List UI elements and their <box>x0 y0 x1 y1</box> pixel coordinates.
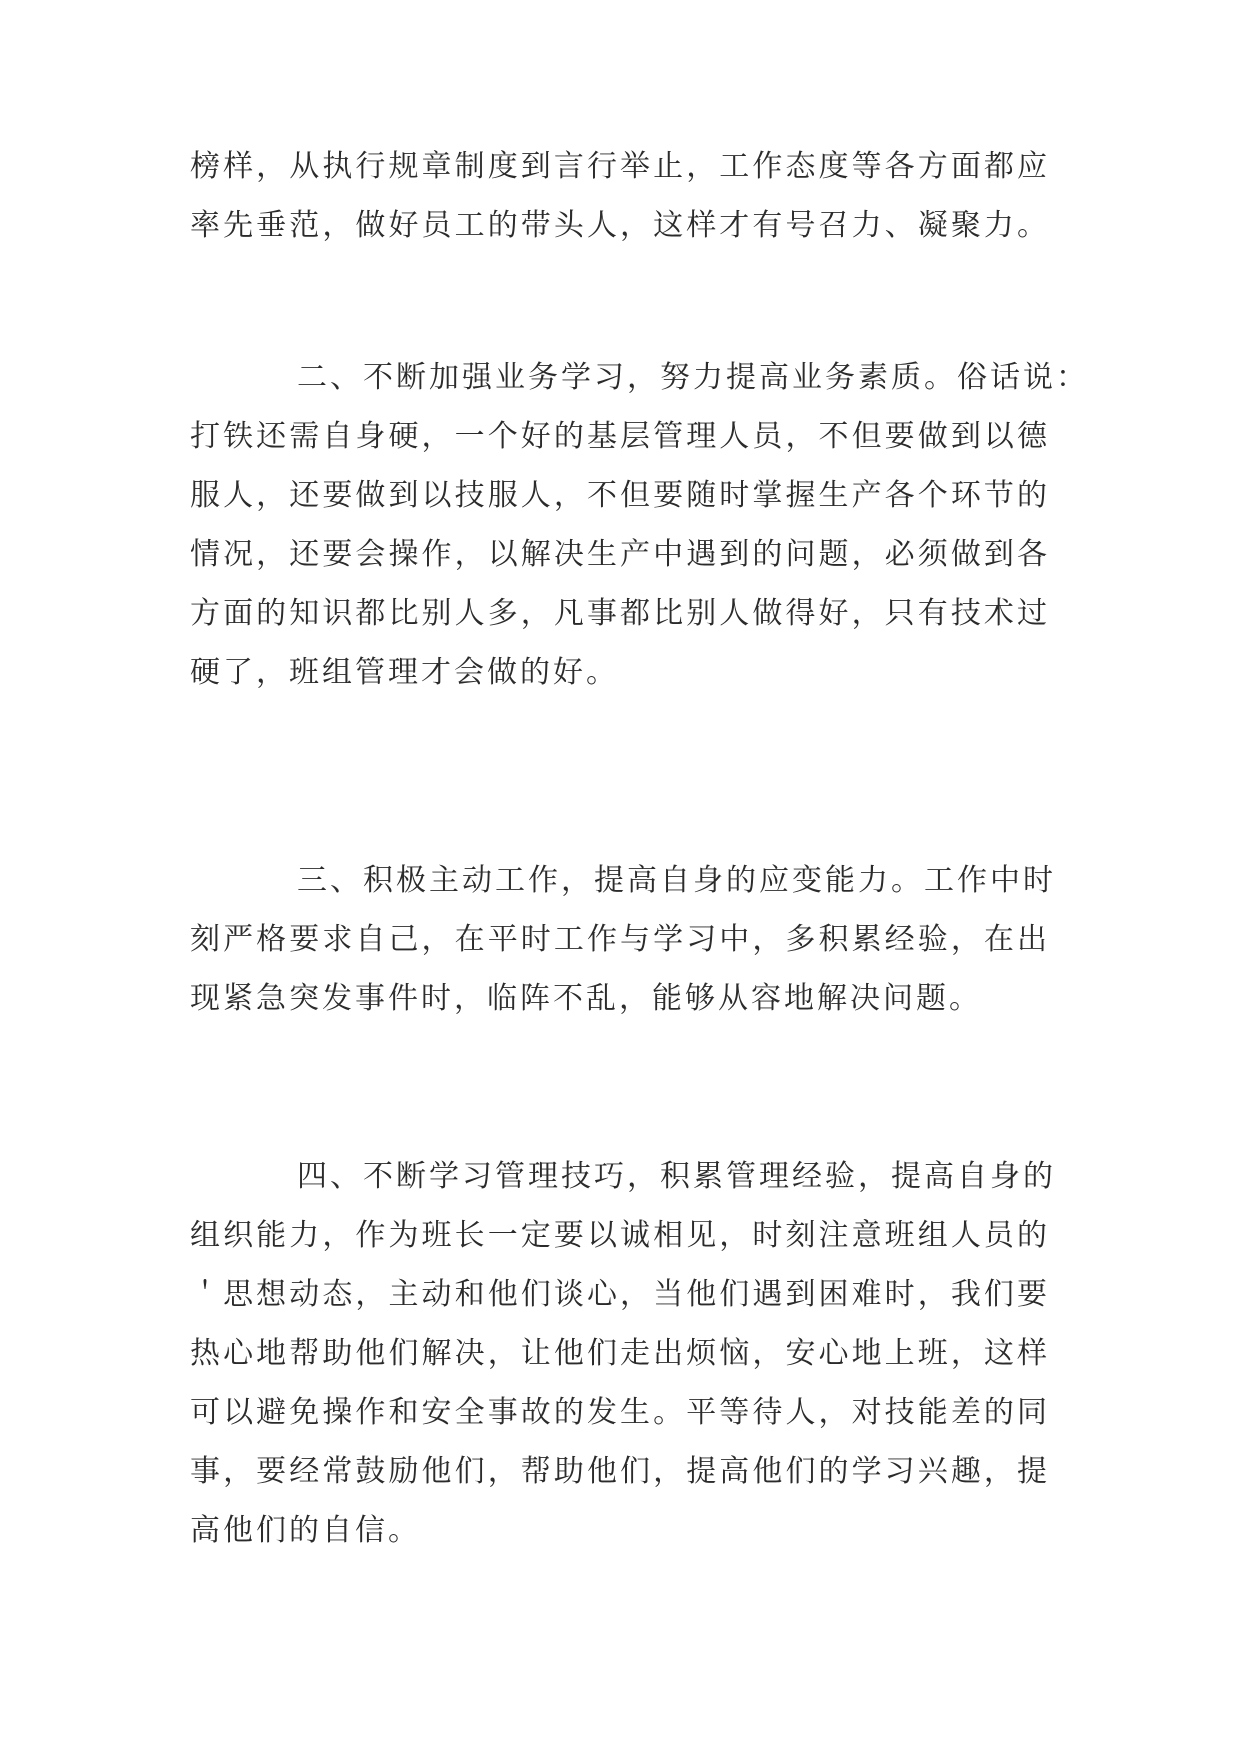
text-line: 硬了，班组管理才会做的好。 <box>190 655 619 690</box>
text-line: 三、积极主动工作，提高自身的应变能力。工作中时 <box>297 863 1056 898</box>
text-line: 服人，还要做到以技服人，不但要随时掌握生产各个环节的 <box>190 478 1050 513</box>
text-line: 打铁还需自身硬，一个好的基层管理人员，不但要做到以德 <box>190 419 1050 454</box>
text-line: 率先垂范，做好员工的带头人，这样才有号召力、凝聚力。 <box>190 208 1050 243</box>
text-line: 可以避免操作和安全事故的发生。平等待人，对技能差的同 <box>190 1395 1050 1430</box>
text-line: 榜样，从执行规章制度到言行举止，工作态度等各方面都应 <box>190 149 1050 184</box>
paragraph-3 <box>190 851 1056 1028</box>
text-line: ＇思想动态，主动和他们谈心，当他们遇到困难时，我们要 <box>190 1277 1050 1312</box>
text-line: 高他们的自信。 <box>190 1513 421 1548</box>
text-line: 情况，还要会操作，以解决生产中遇到的问题，必须做到各 <box>190 537 1050 572</box>
text-line: 四、不断学习管理技巧，积累管理经验，提高自身的 <box>297 1159 1056 1194</box>
paragraph-2 <box>190 348 1089 702</box>
text-line: 刻严格要求自己，在平时工作与学习中，多积累经验，在出 <box>190 922 1050 957</box>
text-line: 事，要经常鼓励他们，帮助他们，提高他们的学习兴趣，提 <box>190 1454 1050 1489</box>
text-line: 二、不断加强业务学习，努力提高业务素质。俗话说： <box>297 360 1089 395</box>
text-line: 现紧急突发事件时，临阵不乱，能够从容地解决问题。 <box>190 981 982 1016</box>
text-line: 方面的知识都比别人多，凡事都比别人做得好，只有技术过 <box>190 596 1050 631</box>
paragraph-4 <box>190 1147 1056 1560</box>
text-line: 组织能力，作为班长一定要以诚相见，时刻注意班组人员的 <box>190 1218 1050 1253</box>
paragraph-1 <box>190 137 1050 255</box>
text-line: 热心地帮助他们解决，让他们走出烦恼，安心地上班，这样 <box>190 1336 1050 1371</box>
